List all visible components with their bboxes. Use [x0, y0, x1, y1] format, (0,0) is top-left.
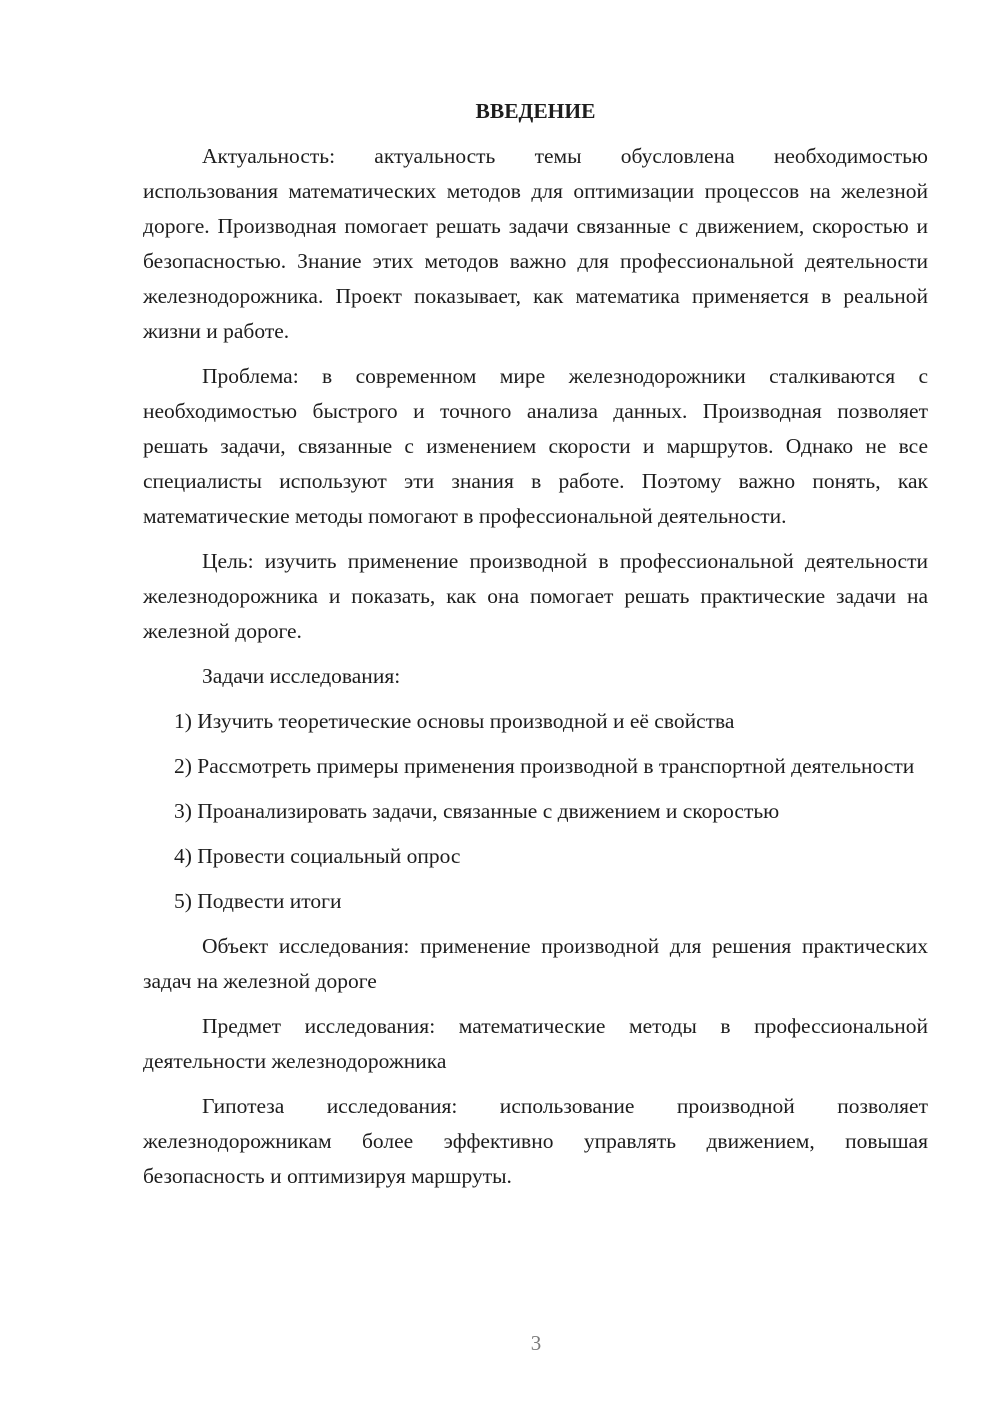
document-page — [143, 94, 928, 1204]
task-item: 5) Подвести итоги — [174, 889, 342, 913]
goal-paragraph: Цель: изучить применение производной в профессиональной деятельности железнодорожника и показать, как она помогает решать практические задачи на железной дороге. — [143, 549, 928, 643]
tasks-heading: Задачи исследования: — [202, 664, 401, 688]
relevance-paragraph: Актуальность: актуальность темы обусловлена необходимостью использования математических методов для оптимизации процессов на железной дороге. Производная помогает решать задачи связанные с движением, скоростью и безопасностью. Знание этих методов важно для профессиональной деятельности железнодорожника. Проект показывает, как математика применяется в реальной жизни и работе. — [143, 144, 928, 343]
task-item: 3) Проанализировать задачи, связанные с движением и скоростью — [174, 799, 780, 823]
problem-paragraph: Проблема: в современном мире железнодорожники сталкиваются с необходимостью быстрого и точного анализа данных. Производная позволяет решать задачи, связанные с изменением скорости и маршрутов. Однако не все специалисты используют эти знания в работе. Поэтому важно понять, как математические методы помогают в профессиональной деятельности. — [143, 364, 928, 528]
task-item: 2) Рассмотреть примеры применения производной в транспортной деятельности — [174, 754, 915, 778]
research-object-paragraph: Объект исследования: применение производной для решения практических задач на железной дороге — [143, 934, 928, 993]
task-item: 4) Провести социальный опрос — [174, 844, 461, 868]
section-title: ВВЕДЕНИЕ — [475, 99, 596, 123]
research-subject-paragraph: Предмет исследования: математические методы в профессиональной деятельности железнодорожника — [143, 1014, 928, 1073]
hypothesis-paragraph: Гипотеза исследования: использование производной позволяет железнодорожникам более эффективно управлять движением, повышая безопасность и оптимизируя маршруты. — [143, 1094, 928, 1188]
task-item: 1) Изучить теоретические основы производной и её свойства — [174, 709, 735, 733]
page-number: 3 — [530, 1331, 542, 1355]
